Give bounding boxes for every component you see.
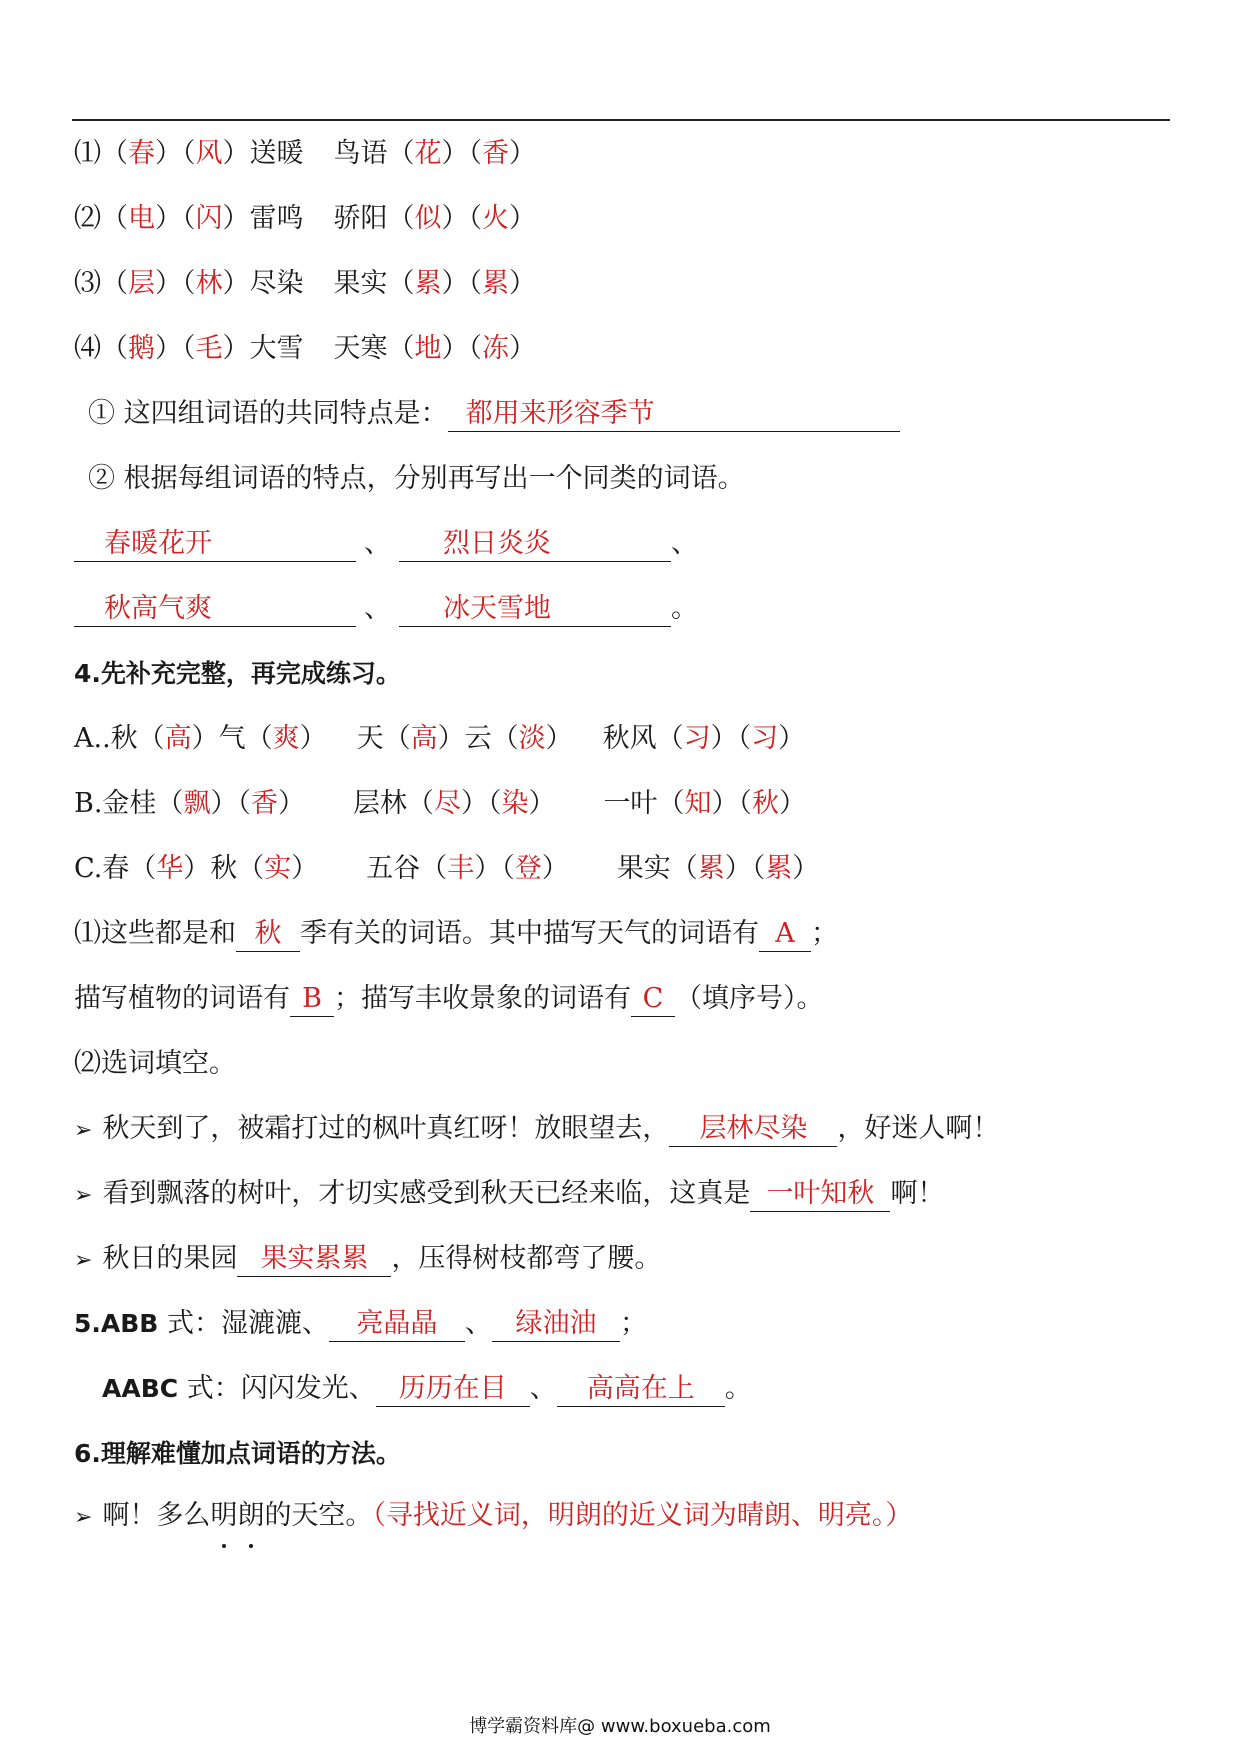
question-4-1: ⑴这些都是和 秋 季有关的词语。其中描写天气的词语有 A ； bbox=[74, 914, 838, 954]
answer-summer: 烈日炎炎 bbox=[399, 527, 671, 562]
question-4-2-title: ⑵选词填空。 bbox=[74, 1048, 236, 1079]
footer-watermark: 博学霸资料库@ www.boxueba.com bbox=[469, 1716, 771, 1737]
question-common-feature: ① 这四组词语的共同特点是： 都用来形容季节 bbox=[88, 394, 900, 434]
sentence-3: ➢ 秋日的果园 果实累累 ，压得树枝都弯了腰。 bbox=[74, 1239, 661, 1279]
dotted-char: 明 bbox=[210, 1496, 237, 1536]
sentence-1-answer: 层林尽染 bbox=[669, 1112, 837, 1147]
row-c: C.春（华）秋（实） 五谷（丰）（登） 果实（累）（累） bbox=[74, 853, 820, 884]
harvest-answer: C bbox=[631, 982, 675, 1017]
section-6-title: 6.理解难懂加点词语的方法。 bbox=[74, 1439, 401, 1468]
abb-answer-2: 绿油油 bbox=[492, 1307, 620, 1342]
weather-answer: A bbox=[759, 917, 811, 952]
sentence-3-answer: 果实累累 bbox=[237, 1242, 391, 1277]
similar-words-row-1: 春暖花开 、 烈日炎炎 、 bbox=[74, 524, 698, 564]
sentence-2-answer: 一叶知秋 bbox=[750, 1177, 890, 1212]
season-answer: 秋 bbox=[236, 917, 300, 952]
answer-winter: 冰天雪地 bbox=[399, 592, 671, 627]
row-a: A..秋（高）气（爽） 天（高）云（淡） 秋风（习）（习） bbox=[74, 723, 806, 754]
aabc-row: AABC 式：闪闪发光、 历历在目 、 高高在上 。 bbox=[102, 1369, 752, 1409]
question-4-1b: 描写植物的词语有 B ；描写丰收景象的词语有 C （填序号）。 bbox=[74, 979, 824, 1019]
arrow-bullet-icon: ➢ bbox=[74, 1248, 93, 1273]
dotted-word-sentence: ➢ 啊！多么明朗的天空。（寻找近义词，明朗的近义词为晴朗、明亮。） bbox=[74, 1496, 912, 1536]
section-4-title: 4.先补充完整，再完成练习。 bbox=[74, 659, 401, 688]
aabc-answer-1: 历历在目 bbox=[376, 1372, 530, 1407]
sentence-1: ➢ 秋天到了，被霜打过的枫叶真红呀！放眼望去， 层林尽染 ，好迷人啊！ bbox=[74, 1109, 999, 1149]
header-rule bbox=[72, 119, 1170, 121]
idiom-row-2: ⑵（电）（闪）雷鸣 骄阳（似）（火） bbox=[74, 203, 536, 234]
idiom-row-4: ⑷（鹅）（毛）大雪 天寒（地）（冻） bbox=[74, 333, 536, 364]
aabc-answer-2: 高高在上 bbox=[557, 1372, 725, 1407]
answer-autumn: 秋高气爽 bbox=[74, 592, 356, 627]
abb-answer-1: 亮晶晶 bbox=[329, 1307, 465, 1342]
arrow-bullet-icon: ➢ bbox=[74, 1183, 93, 1208]
idiom-row-1: ⑴（春）（风）送暖 鸟语（花）（香） bbox=[74, 138, 536, 169]
row-b: B.金桂（飘）（香） 层林（尽）（染） 一叶（知）（秋） bbox=[74, 788, 806, 819]
answer-spring: 春暖花开 bbox=[74, 527, 356, 562]
sentence-2: ➢ 看到飘落的树叶，才切实感受到秋天已经来临，这真是 一叶知秋 啊！ bbox=[74, 1174, 944, 1214]
arrow-bullet-icon: ➢ bbox=[74, 1118, 93, 1143]
similar-words-row-2: 秋高气爽 、 冰天雪地 。 bbox=[74, 589, 698, 629]
arrow-bullet-icon: ➢ bbox=[74, 1505, 93, 1530]
abb-row: 5.ABB 式：湿漉漉、 亮晶晶 、 绿油油 ； bbox=[74, 1304, 647, 1344]
question-write-similar: ② 根据每组词语的特点，分别再写出一个同类的词语。 bbox=[88, 463, 745, 494]
plant-answer: B bbox=[290, 982, 334, 1017]
idiom-row-3: ⑶（层）（林）尽染 果实（累）（累） bbox=[74, 268, 536, 299]
dotted-char: 朗 bbox=[237, 1496, 264, 1536]
method-answer: （寻找近义词，明朗的近义词为晴朗、明亮。） bbox=[372, 1500, 913, 1531]
common-feature-answer: 都用来形容季节 bbox=[448, 397, 900, 432]
